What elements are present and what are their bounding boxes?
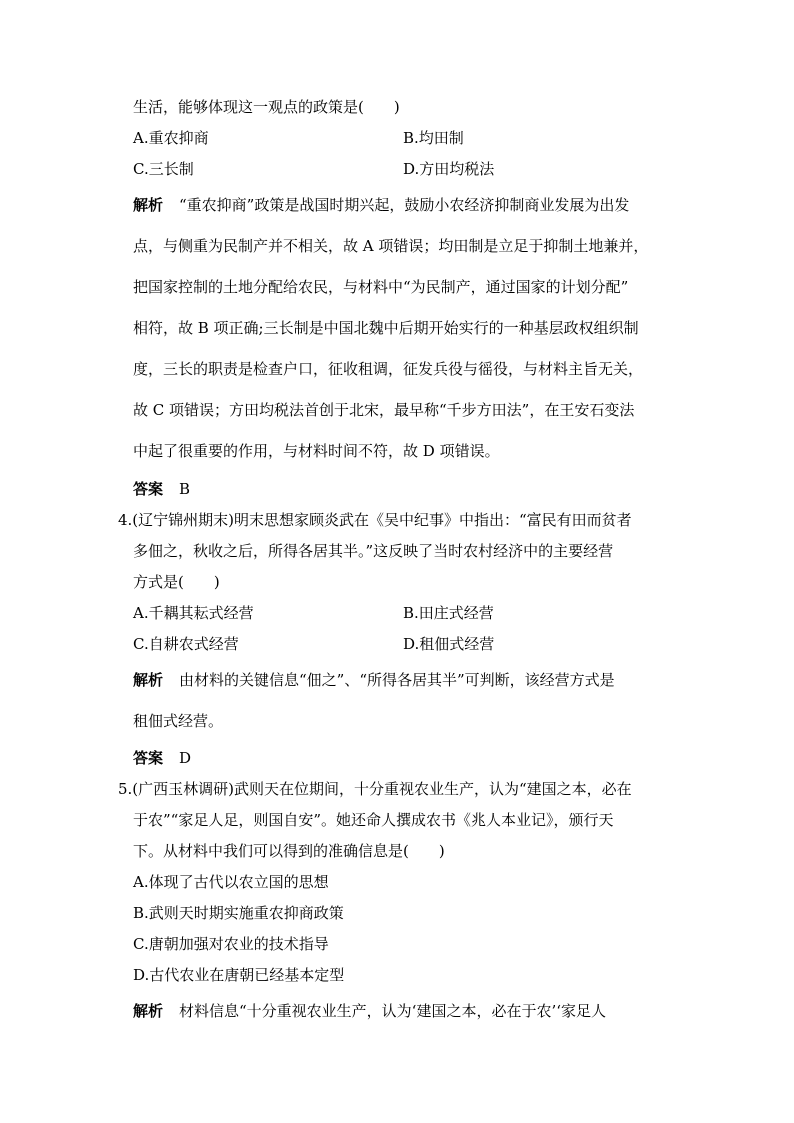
analysis-label: 解析 [133, 671, 164, 689]
answer-label: 答案 [133, 480, 164, 498]
q4-option-c: C.自耕农式经营 [133, 635, 239, 653]
q5-option-a: A.体现了古代以农立国的思想 [133, 873, 329, 891]
q3-option-d: D.方田均税法 [403, 160, 495, 178]
q4-option-d: D.租佃式经营 [403, 635, 495, 653]
q4-stem-line-3: 方式是( ) [133, 573, 220, 591]
q4-analysis-line-1: 解析 由材料的关键信息“佃之”、“所得各居其半”可判断，该经营方式是 [133, 671, 615, 689]
q3-answer [133, 479, 190, 499]
q3-analysis-line-2: 点，与侧重为民制产并不相关，故 A 项错误；均田制是立足于抑制土地兼并， [133, 237, 649, 255]
q5-stem-line-2: 于农”“家足人足，则国自安”。她还命人撰成农书《兆人本业记》，颁行天 [133, 811, 614, 829]
q5-option-d: D.古代农业在唐朝已经基本定型 [133, 966, 345, 984]
q5-option-c: C.唐朝加强对农业的技术指导 [133, 935, 329, 953]
q4-analysis-line-2: 租佃式经营。 [133, 712, 224, 730]
q4-option-a: A.千耦其耘式经营 [133, 604, 254, 622]
q3-option-c: C.三长制 [133, 160, 194, 178]
q3-analysis-line-7: 中起了很重要的作用，与材料时间不符，故 D 项错误。 [133, 442, 500, 460]
q5-stem-line-3: 下。从材料中我们可以得到的准确信息是( ) [133, 842, 445, 860]
q3-option-b: B.均田制 [403, 129, 464, 147]
analysis-label: 解析 [133, 196, 164, 214]
q4-answer [133, 748, 191, 768]
q4-option-b: B.田庄式经营 [403, 604, 494, 622]
q5-analysis-line-1: 解析 材料信息“十分重视农业生产，认为‘建国之本，必在于农’‘家足人 [133, 1002, 606, 1020]
analysis-label: 解析 [133, 1002, 164, 1020]
answer-value: B [179, 480, 191, 498]
q3-analysis-line-4: 相符，故 B 项正确;三长制是中国北魏中后期开始实行的一种基层政权组织制 [133, 319, 639, 337]
q5-stem-line-1: 5.(广西玉林调研)武则天在位期间，十分重视农业生产，认为“建国之本，必在 [118, 780, 632, 798]
q4-stem-line-1: 4.(辽宁锦州期末)明末思想家顾炎武在《吴中纪事》中指出：“富民有田而贫者 [118, 511, 632, 529]
q3-stem-tail: 生活，能够体现这一观点的政策是( ) [133, 98, 400, 116]
q3-analysis-line-6: 故 C 项错误；方田均税法首创于北宋，最早称“千步方田法”，在王安石变法 [133, 401, 635, 419]
q3-analysis-line-3: 把国家控制的土地分配给农民，与材料中“为民制产，通过国家的计划分配” [133, 278, 629, 296]
answer-value: D [179, 749, 192, 767]
answer-label: 答案 [133, 749, 164, 767]
q4-stem-line-2: 多佃之，秋收之后，所得各居其半。”这反映了当时农村经济中的主要经营 [133, 542, 614, 560]
q5-option-b: B.武则天时期实施重农抑商政策 [133, 904, 344, 922]
q3-analysis-line-5: 度，三长的职责是检查户口，征收租调，征发兵役与徭役，与材料主旨无关， [133, 360, 644, 378]
q3-analysis-line-1: 解析 “重农抑商”政策是战国时期兴起，鼓励小农经济抑制商业发展为出发 [133, 196, 630, 214]
q3-option-a: A.重农抑商 [133, 129, 209, 147]
